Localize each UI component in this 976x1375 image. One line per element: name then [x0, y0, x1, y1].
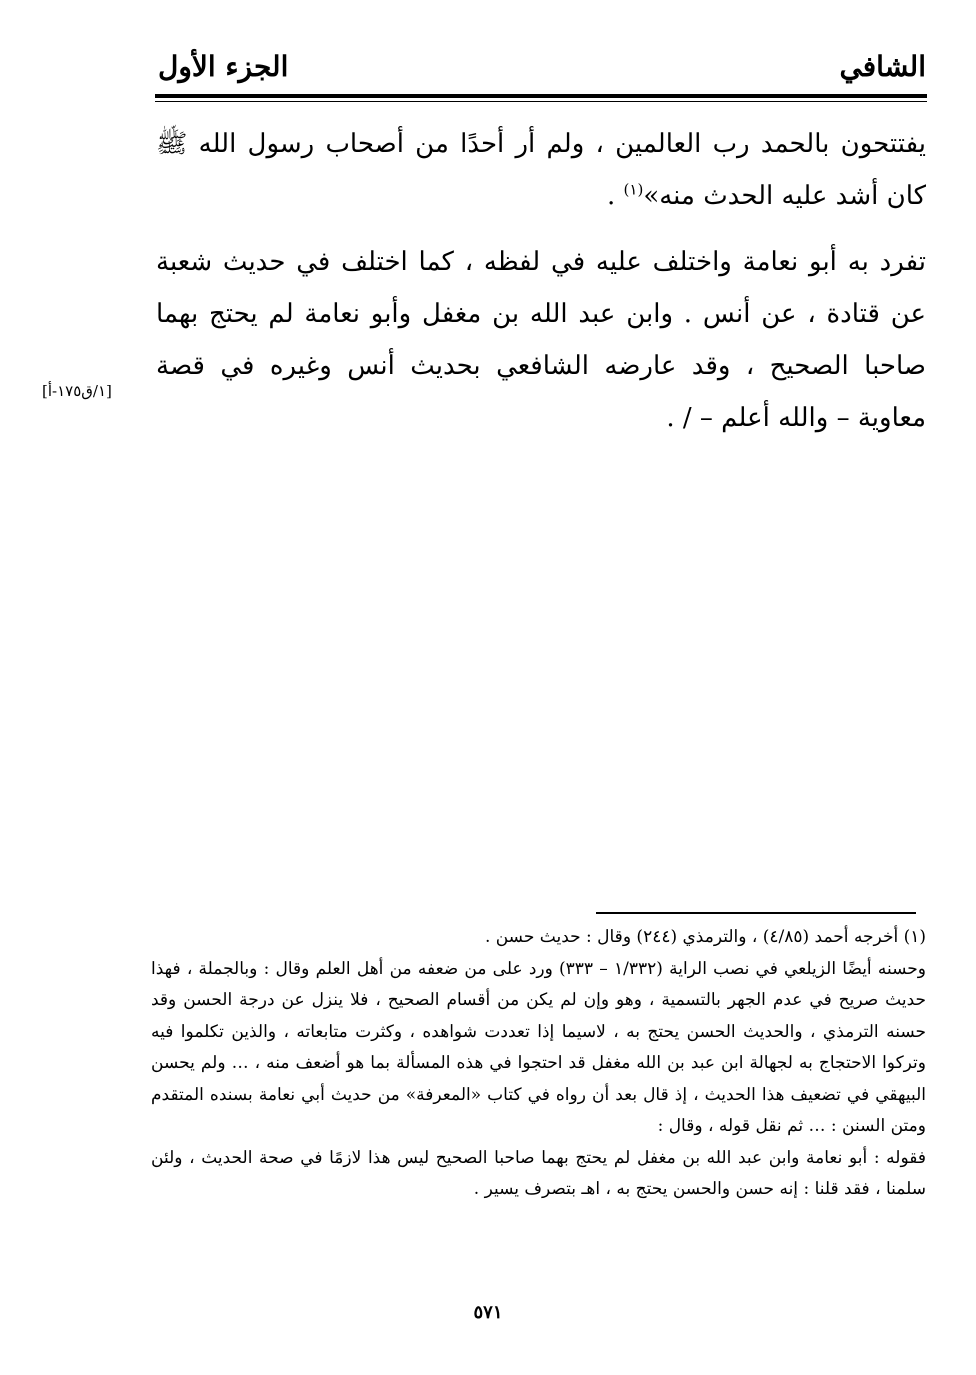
footnotes [151, 922, 926, 1206]
paragraph-2: تفرد به أبو نعامة واختلف عليه في لفظه ، كما اختلف في حديث شعبة عن قتادة ، عن أنس . وابن عبد الله بن مغفل وأبو نعامة لم يحتج بهما صاحبا الصحيح ، وقد عارضه الشافعي بحديث أنس وغيره في قصة معاوية – والله أعلم – / . [156, 247, 927, 433]
header-rule-thin [155, 101, 927, 102]
footnote-ref: (١) [623, 180, 644, 199]
main-text [156, 118, 926, 444]
footnote-line: (١) أخرجه أحمد (٤/٨٥) ، والترمذي (٢٤٤) وقال : حديث حسن . [484, 927, 926, 947]
running-header-volume: الجزء الأول [158, 50, 289, 83]
paragraph-1: يفتتحون بالحمد رب العالمين ، ولم أر أحدًا من أصحاب رسول الله ﷺ كان أشد عليه الحدث منه»$^{(١)}$ . [156, 129, 926, 211]
footnote-line: وحسنه أيضًا الزيلعي في نصب الراية (١/٣٣٢ – ٣٣٣) ورد على من ضعفه من أهل العلم وقال : وبالجملة ، فهذا حديث صريح في عدم الجهر بالتسمية ، وهو وإن لم يكن من أقسام الصحيح ، فلا ينزل عن درجة الحسن وقد حسنه الترمذي ، والحديث الحسن يحتج به ، لاسيما إذا تعددت شواهده ، وكثرت متابعاته ، والذين تكلموا فيه وتركوا الاحتجاج به لجهالة ابن عبد بن الله مغفل قد احتجوا في هذه المسألة بما هو أضعف منه ، … ولم يحسن البيهقي في تضعيف هذا الحديث ، إذ قال بعد أن رواه في كتاب «المعرفة» من حديث أبي نعامة بسنده المتقدم ومتن السنن : … ثم نقل قوله ، وقال : [151, 958, 926, 1136]
page-number: ٥٧١ [473, 1302, 503, 1323]
running-header-title: الشافي [839, 50, 926, 83]
header-rule-thick [155, 94, 927, 98]
manuscript-folio-note: [١/ق١٧٥-أ] [42, 382, 112, 400]
footnote-line: فقوله : أبو نعامة وابن عبد الله بن مغفل لم يحتج بهما صاحبا الصحيح ليس هذا لازمًا في صحة الحديث ، ولئن سلمنا ، فقد قلنا : إنه حسن والحسن يحتج به ، اهـ بتصرف يسير . [151, 1147, 926, 1199]
footnote-separator [596, 912, 916, 914]
